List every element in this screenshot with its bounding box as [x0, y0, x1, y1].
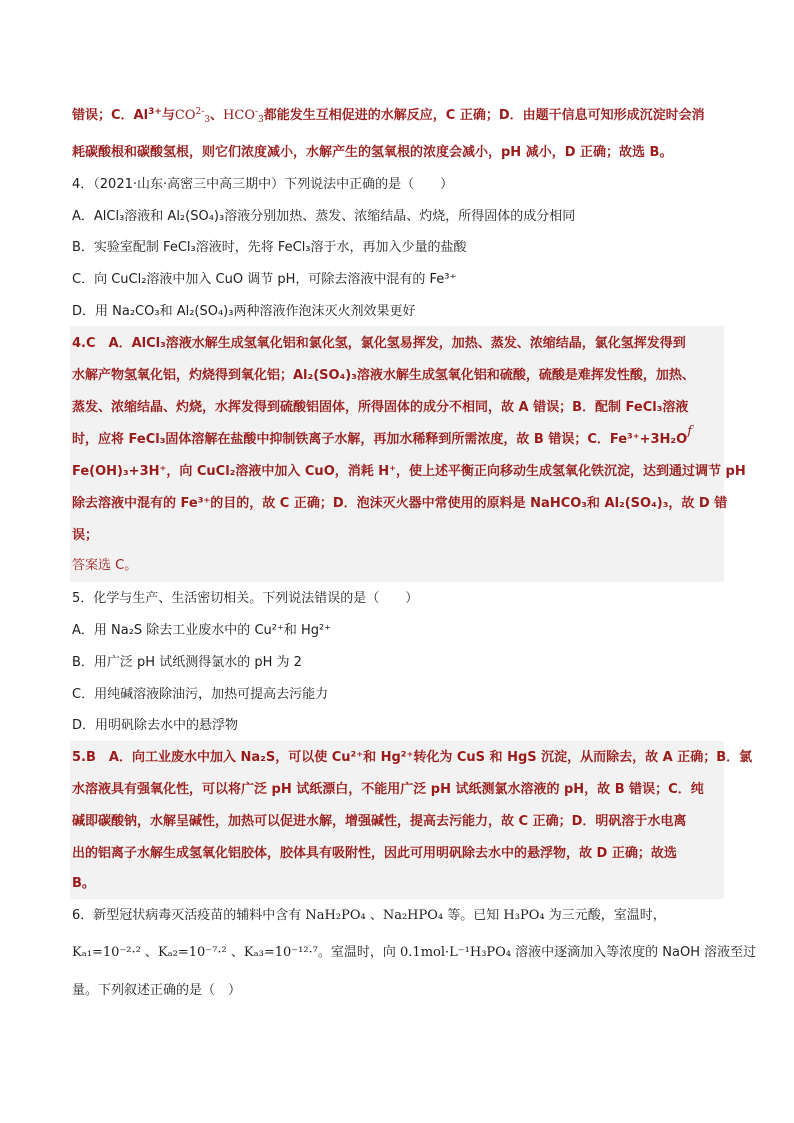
question-6-line-2: Kₐ₁=10⁻²·² 、Kₐ₂=10⁻⁷·² 、Kₐ₃=10⁻¹²·⁷。室温时，向 0.1mol·L⁻¹H₃PO₄ 溶液中逐滴加入等浓度的 NaOH 溶液至过: [72, 945, 757, 960]
answer-4-line-8: 答案选 C。: [72, 558, 138, 573]
question-4-stem: 4．（2021·山东·高密三中高三期中）下列说法中正确的是（ ）: [72, 177, 454, 192]
question-6-line-3: 量。下列叙述正确的是（ ）: [72, 983, 242, 998]
answer-5-line-1: 5.B A．向工业废水中加入 Na₂S，可以使 Cu²⁺和 Hg²⁺转化为 CuS 和 HgS 沉淀，从而除去，故 A 正确；B．氯: [72, 750, 753, 765]
answer-4-line-6: 除去溶液中混有的 Fe³⁺的目的，故 C 正确；D．泡沫灭火器中常使用的原料是 NaHCO₃和 Al₂(SO₄)₃，故 D 错: [72, 496, 728, 511]
concentration-value: 0.1mol·L⁻¹H₃PO₄: [400, 945, 512, 960]
answer-4-line-3: 蒸发、浓缩结晶、灼烧，水挥发得到硫酸铝固体，所得固体的成分不相同，故 A 错误；B．配制 FeCl₃溶液: [72, 400, 689, 415]
question-5-stem: 5．化学与生产、生活密切相关。下列说法错误的是（ ）: [72, 591, 419, 606]
prev-answer-line-1: 错误；C．$Al^{3+}$与$CO^{2-}_3$、$HCO^-_3$都能发生互相促进的水解反应，C 正确；D．由题干信息可知形成沉淀时会消: [72, 107, 705, 125]
answer-5-line-3: 碱即碳酸钠，水解呈碱性，加热可以促进水解，增强碱性，提高去污能力，故 C 正确；D．明矾溶于水电离: [72, 814, 687, 829]
ka3-value: Kₐ₃=10⁻¹²·⁷: [243, 945, 318, 960]
question-5-option-c: C．用纯碱溶液除油污，加热可提高去污能力: [72, 687, 329, 702]
question-5-option-a: A．用 Na₂S 除去工业废水中的 Cu²⁺和 Hg²⁺: [72, 623, 332, 638]
ka2-value: Kₐ₂=10⁻⁷·²: [157, 945, 227, 960]
answer-5-line-4: 出的铝离子水解生成氢氧化铝胶体，胶体具有吸附性，因此可用明矾除去水中的悬浮物，故 D 正确；故选: [72, 846, 677, 861]
answer-4-line-7: 误；: [72, 528, 99, 543]
formula-h3po4: H₃PO₄: [503, 908, 545, 923]
question-5-option-d: D．用明矾除去水中的悬浮物: [72, 718, 239, 733]
prev-answer-line-2: 耗碳酸根和碳酸氢根，则它们浓度减小，水解产生的氢氧根的浓度会减小，pH 减小，D 正确；故选 B。: [72, 145, 673, 160]
question-4-option-d: D．用 Na₂CO₃和 Al₂(SO₄)₃两种溶液作泡沫灭火剂效果更好: [72, 304, 416, 319]
answer-5-line-5: B。: [72, 876, 95, 891]
question-5-option-b: B．用广泛 pH 试纸测得氯水的 pH 为 2: [72, 655, 302, 670]
ka1-value: Kₐ₁=10⁻²·²: [72, 945, 141, 960]
question-4-option-b: B．实验室配制 FeCl₃溶液时，先将 FeCl₃溶于水，再加入少量的盐酸: [72, 240, 467, 255]
answer-4-line-1: 4.C A．AlCl₃溶液水解生成氢氧化铝和氯化氢，氯化氢易挥发，加热、蒸发、浓缩结晶，氯化氢挥发得到: [72, 336, 686, 351]
answer-4-line-2: 水解产物氢氧化铝，灼烧得到氧化铝；Al₂(SO₄)₃溶液水解生成氢氧化铝和硫酸，硫酸是难挥发性酸，加热、: [72, 368, 695, 383]
formula-nah2po4: NaH₂PO₄: [305, 908, 366, 923]
question-4-option-c: C．向 CuCl₂溶液中加入 CuO 调节 pH，可除去溶液中混有的 Fe³⁺: [72, 272, 457, 287]
question-4-option-a: A．AlCl₃溶液和 Al₂(SO₄)₃溶液分别加热、蒸发、浓缩结晶、灼烧，所得固体的成分相同: [72, 209, 576, 224]
answer-4-line-5: Fe(OH)₃+3H⁺，向 CuCl₂溶液中加入 CuO，消耗 H⁺，使上述平衡正向移动生成氢氧化铁沉淀，达到通过调节 pH: [72, 464, 746, 479]
question-6-line-1: 6．新型冠状病毒灭活疫苗的辅料中含有 NaH₂PO₄ 、Na₂HPO₄ 等。已知 H₃PO₄ 为三元酸，室温时，: [72, 908, 666, 923]
answer-5-line-2: 水溶液具有强氧化性，可以将广泛 pH 试纸漂白，不能用广泛 pH 试纸测氯水溶液的 pH，故 B 错误；C．纯: [72, 782, 704, 797]
formula-na2hpo4: Na₂HPO₄: [382, 908, 444, 923]
answer-4-line-4: 时，应将 FeCl₃固体溶解在盐酸中抑制铁离子水解，再加水稀释到所需浓度，故 B 错误；C．Fe³⁺+3H₂Oƒ: [72, 424, 692, 447]
